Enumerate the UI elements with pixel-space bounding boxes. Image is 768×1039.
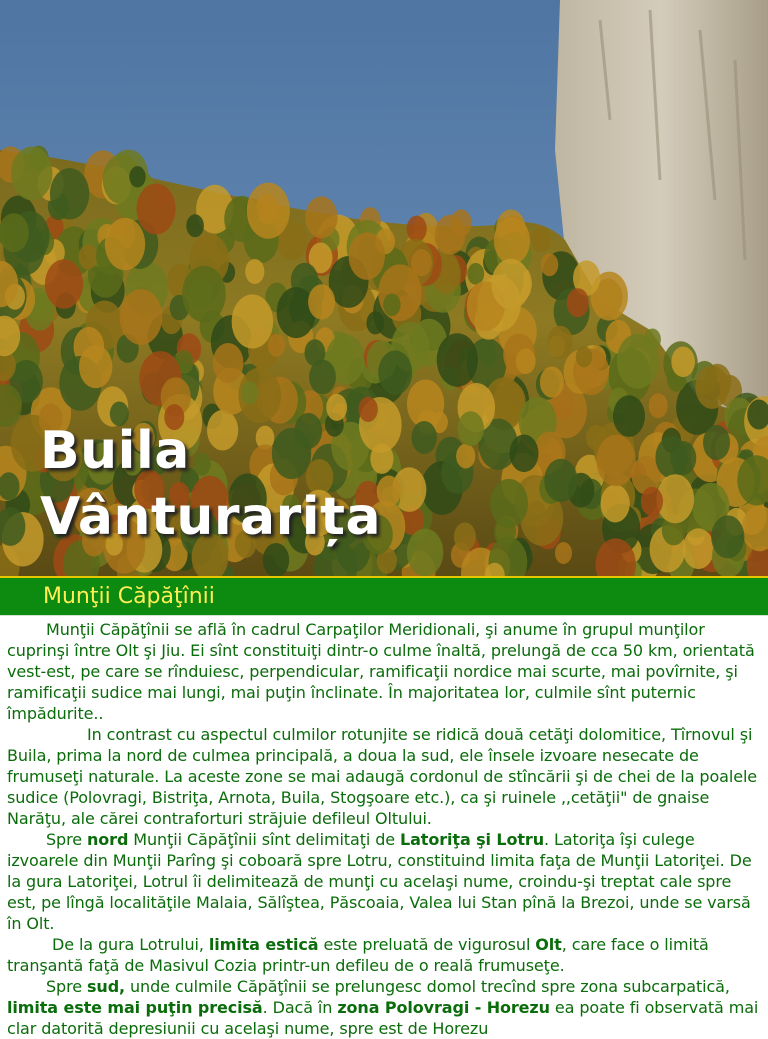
tree-canopy bbox=[232, 294, 274, 348]
tree-canopy bbox=[407, 216, 427, 242]
tree-canopy bbox=[541, 253, 559, 276]
paragraph-3 bbox=[7, 829, 763, 934]
tree-canopy bbox=[671, 347, 695, 378]
tree-canopy bbox=[617, 334, 659, 389]
tree-canopy bbox=[412, 421, 437, 454]
tree-canopy bbox=[0, 213, 29, 252]
tree-canopy bbox=[349, 232, 385, 279]
tree-canopy bbox=[510, 435, 539, 473]
tree-canopy bbox=[457, 411, 484, 446]
p4-bold-2: Olt bbox=[535, 935, 562, 954]
tree-canopy bbox=[182, 266, 226, 323]
tree-canopy bbox=[45, 259, 83, 309]
tree-canopy bbox=[136, 184, 175, 235]
title-line-1: Buila bbox=[40, 421, 190, 481]
p3-bold-1: nord bbox=[86, 830, 129, 849]
tree-canopy bbox=[119, 289, 162, 345]
tree-canopy bbox=[383, 294, 400, 317]
tree-canopy bbox=[366, 311, 384, 334]
tree-canopy bbox=[490, 479, 528, 528]
tree-canopy bbox=[613, 395, 645, 437]
tree-canopy bbox=[105, 218, 145, 270]
p3-text-1: Spre bbox=[46, 830, 87, 849]
tree-canopy bbox=[305, 196, 337, 238]
tree-canopy bbox=[268, 334, 286, 357]
tree-canopy bbox=[456, 444, 475, 469]
tree-canopy bbox=[186, 214, 204, 237]
tree-canopy bbox=[454, 522, 476, 551]
tree-canopy bbox=[326, 394, 347, 421]
p3-text-2: Munţii Căpăţînii sînt delimitaţi de bbox=[128, 830, 400, 849]
tree-canopy bbox=[467, 263, 484, 285]
tree-canopy bbox=[308, 284, 335, 319]
paragraph-2: In contrast cu aspectul culmilor rotunjite se ridică două cetăţi dolomitice, Tîrnovul şi Buila, prima la nord de culmea principală, a doua la sud, ele însele izvoare nesecate de frumuseţi naturale. La aceste zone se mai adaugă cordonul de stîncării şi de chei de la poalele sudice (Polovragi, Bistriţa, Arnota, Buila, Stogşoare etc.), ca şi ruinele ,,cetăţii" de gnaise Narăţu, ale cărei contraforturi străjuie defileul Oltului. bbox=[7, 725, 758, 828]
tree-canopy bbox=[576, 346, 592, 367]
section-title: Munţii Căpăţînii bbox=[43, 584, 215, 609]
tree-canopy bbox=[245, 259, 264, 284]
tree-canopy bbox=[703, 425, 730, 460]
tree-canopy bbox=[411, 249, 432, 276]
tree-canopy bbox=[695, 366, 728, 409]
tree-canopy bbox=[491, 259, 530, 310]
tree-canopy bbox=[79, 345, 112, 388]
tree-canopy bbox=[437, 333, 478, 387]
p5-bold-1: sud, bbox=[86, 977, 126, 996]
title-line-2: Vânturarița bbox=[40, 487, 382, 547]
tree-canopy bbox=[596, 435, 635, 486]
p4-text-1: De la gura Lotrului, bbox=[52, 935, 209, 954]
tree-canopy bbox=[378, 350, 412, 394]
paragraph-1: Munţii Căpăţînii se află în cadrul Carpaţilor Meridionali, şi anume în grupul munţilor cuprinşi între Olt şi Jiu. Ei sînt constituiţi dintr-o culme înaltă, prelungă de cca 50 km, orientată vest-est, pe care se rînduiesc, perpendicular, ramificaţii nordice mai scurte, mai povîrnite, şi ramificaţii sudice mai lungi, mai puţin înclinate. În majoritatea lor, culmile sînt puternic împădurite.. bbox=[7, 620, 755, 723]
tree-canopy bbox=[531, 227, 551, 253]
paragraph-4 bbox=[7, 934, 763, 976]
p4-bold-1: limita estică bbox=[208, 935, 319, 954]
tree-canopy bbox=[129, 166, 145, 187]
tree-canopy bbox=[407, 529, 444, 576]
tree-canopy bbox=[494, 217, 530, 264]
p5-bold-3: zona Polovragi - Horezu bbox=[337, 998, 550, 1017]
tree-canopy bbox=[79, 244, 98, 269]
article-body bbox=[7, 619, 763, 1039]
tree-canopy bbox=[516, 348, 536, 374]
p3-text-3: . Latoriţa îşi culege izvoarele din Munţii Parîng şi coboară spre Lotru, constituind limita faţa de Munţii Latoriţei. De la gura Latoriţei, Lotrul îi delimitează de munţi cu acelaşi nume, croindu-şi treptat cale spre est, pe lîngă localităţile Malaia, Sălîştea, Păscoaia, Valea lui Stan pînă la Brezoi, unde se varsă în Olt. bbox=[7, 830, 752, 933]
tree-canopy bbox=[683, 528, 714, 569]
tree-canopy bbox=[11, 147, 52, 201]
tree-canopy bbox=[641, 487, 663, 516]
hero-title bbox=[40, 418, 381, 550]
tree-canopy bbox=[247, 183, 290, 239]
tree-canopy bbox=[451, 209, 472, 236]
tree-canopy bbox=[547, 326, 573, 359]
p4-text-3: , care face o limită tranşantă faţă de Masivul Cozia printr-un defileu de o reală frumuseţe. bbox=[7, 935, 709, 975]
tree-canopy bbox=[567, 288, 589, 317]
p3-bold-2: Latoriţa şi Lotru bbox=[399, 830, 545, 849]
tree-canopy bbox=[555, 542, 572, 564]
tree-canopy bbox=[213, 343, 244, 383]
tree-canopy bbox=[540, 367, 564, 398]
tree-canopy bbox=[601, 485, 630, 523]
p5-text-4: ea poate fi observată mai clar datorită depresiunii cu acelaşi nume, spre est de Horezu bbox=[7, 998, 759, 1038]
tree-canopy bbox=[544, 459, 577, 502]
tree-canopy bbox=[241, 381, 259, 404]
tree-canopy bbox=[305, 339, 326, 366]
section-header-bar bbox=[0, 576, 768, 616]
tree-canopy bbox=[655, 436, 687, 478]
p4-text-2: este preluată de vigurosul bbox=[318, 935, 536, 954]
p5-bold-2: limita este mai puţin precisă bbox=[7, 998, 263, 1017]
tree-canopy bbox=[711, 515, 744, 558]
p5-text-1: Spre bbox=[46, 977, 87, 996]
tree-canopy bbox=[649, 393, 668, 418]
p5-text-3: . Dacă în bbox=[262, 998, 338, 1017]
tree-canopy bbox=[50, 168, 89, 219]
paragraph-5 bbox=[7, 976, 763, 1039]
p5-text-2: unde culmile Căpăţînii se prelungesc domol trecînd spre zona subcarpatică, bbox=[125, 977, 730, 996]
